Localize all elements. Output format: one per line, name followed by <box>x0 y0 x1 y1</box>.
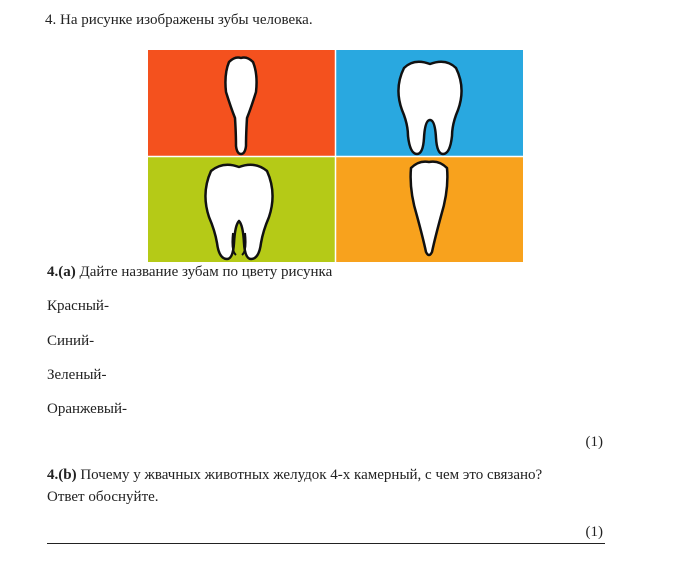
answer-label-green: Зеленый- <box>47 367 107 383</box>
part-a-question <box>47 264 332 281</box>
teeth-figure <box>148 50 523 262</box>
part-b-number: 4.(b) <box>47 467 77 483</box>
part-a-prompt: Дайте название зубам по цвету рисунка <box>75 264 333 280</box>
part-a-score: (1) <box>585 434 603 450</box>
part-a-number: 4.(a) <box>47 264 76 280</box>
part-b-score: (1) <box>585 524 603 540</box>
part-b-prompt-line2: Ответ обоснуйте. <box>47 489 159 505</box>
answer-rule <box>47 543 605 544</box>
part-b-question <box>47 467 542 484</box>
answer-label-red: Красный- <box>47 298 109 314</box>
answer-label-orange: Оранжевый- <box>47 401 128 417</box>
question-title: 4. На рисунке изображены зубы человека. <box>45 12 313 28</box>
answer-label-blue: Синий- <box>47 333 95 349</box>
part-b-prompt: Почему у жвачных животных желудок 4-х камерный, с чем это связано? <box>76 467 543 483</box>
